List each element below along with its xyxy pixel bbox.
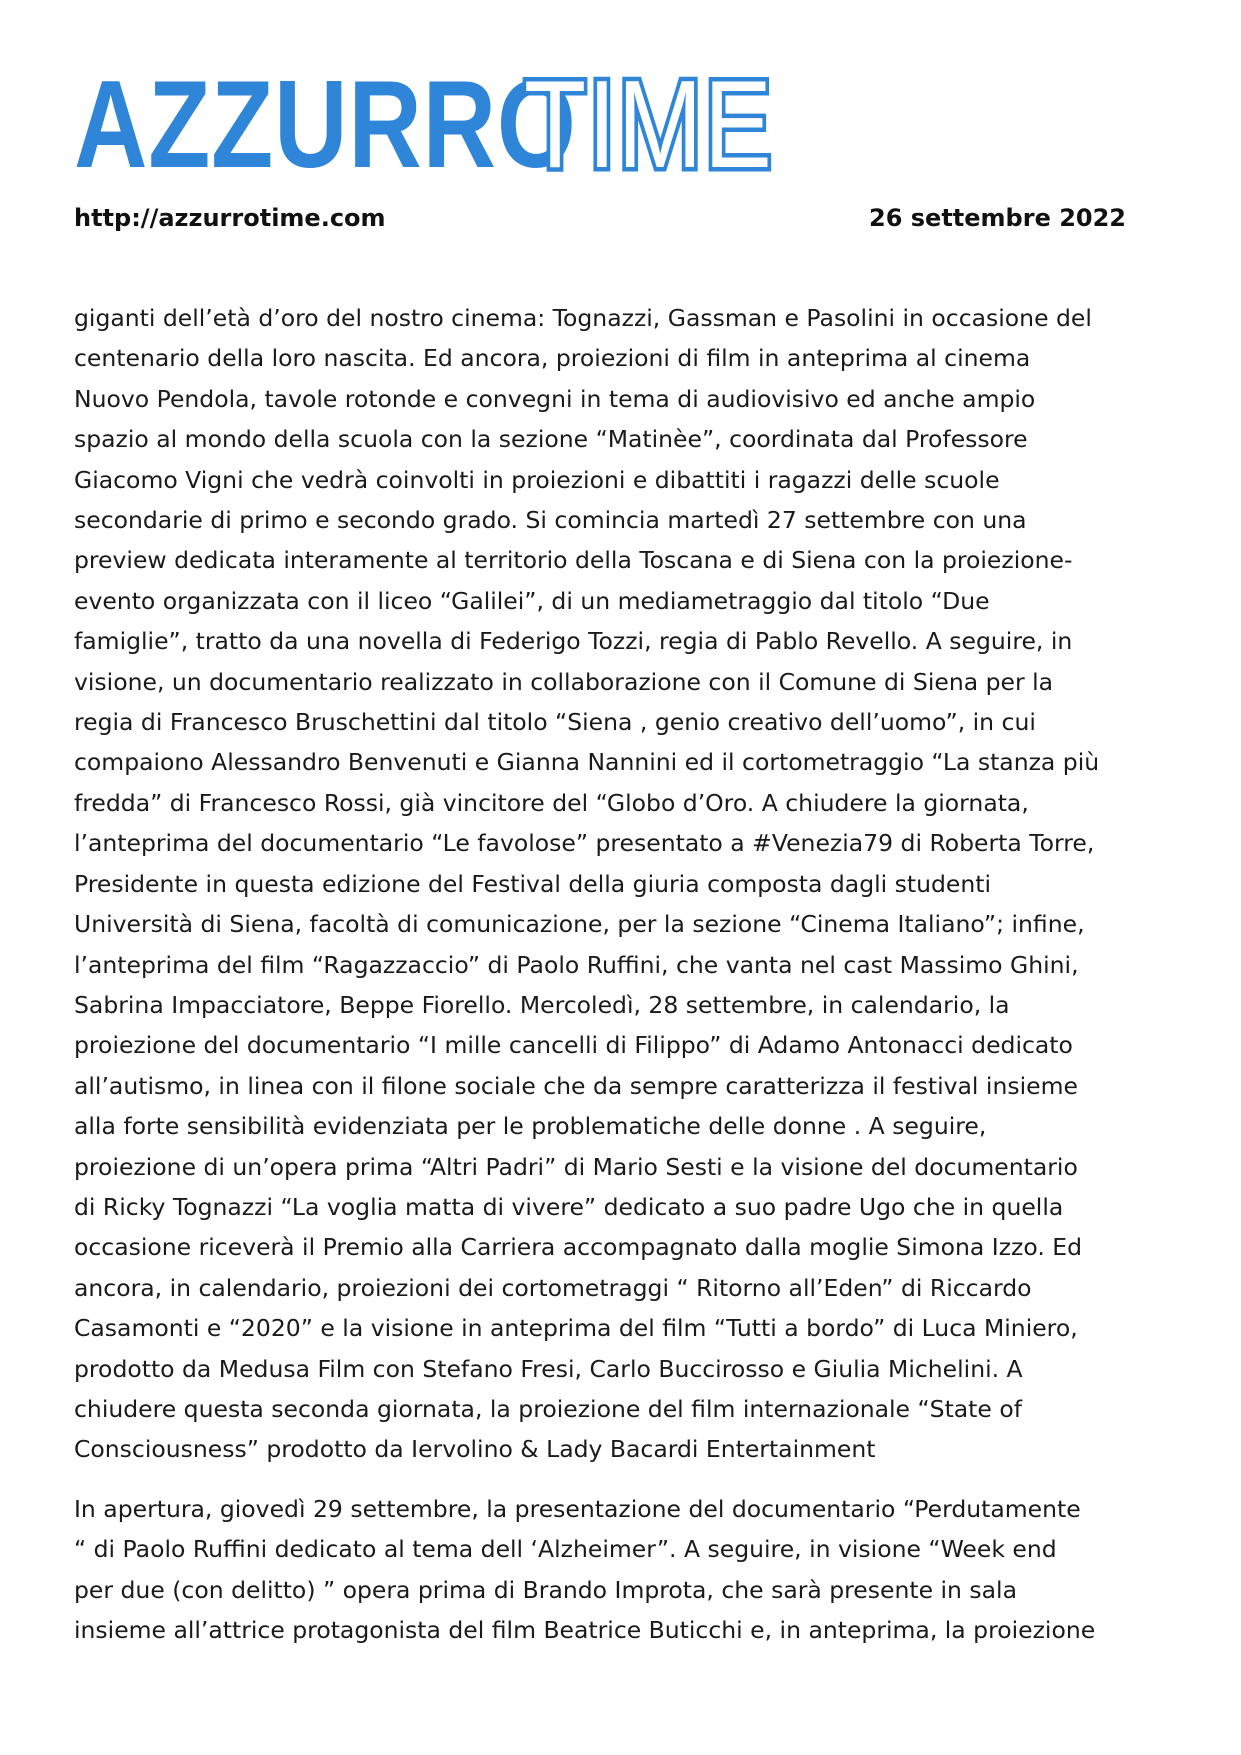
text-line: evento organizzata con il liceo “Galilei”, di un mediametraggio dal titolo “Due xyxy=(74,586,990,615)
text-line: Università di Siena, facoltà di comunicazione, per la sezione “Cinema Italiano”; infine, xyxy=(74,910,1085,939)
text-line: regia di Francesco Bruschettini dal titolo “Siena , genio creativo dell’uomo”, in cui xyxy=(74,708,1036,737)
text-line: proiezione di un’opera prima “Altri Padri” di Mario Sesti e la visione del documentario xyxy=(74,1152,1078,1181)
text-line: di Ricky Tognazzi “La voglia matta di vivere” dedicato a suo padre Ugo che in quella xyxy=(74,1192,1064,1221)
text-line: insieme all’attrice protagonista del film Beatrice Buticchi e, in anteprima, la proiezione xyxy=(74,1616,1096,1644)
text-line: In apertura, giovedì 29 settembre, la presentazione del documentario “Perdutamente xyxy=(74,1494,1081,1523)
text-line: Nuovo Pendola, tavole rotonde e convegni in tema di audiovisivo ed anche ampio xyxy=(74,384,1036,413)
text-line: compaiono Alessandro Benvenuti e Gianna Nannini ed il cortometraggio “La stanza più xyxy=(74,748,1100,777)
text-line: Giacomo Vigni che vedrà coinvolti in proiezioni e dibattiti i ragazzi delle scuole xyxy=(74,465,1000,494)
text-line: Consciousness” prodotto da Iervolino & Lady Bacardi Entertainment xyxy=(74,1435,876,1464)
text-line: giganti dell’età d’oro del nostro cinema: Tognazzi, Gassman e Pasolini in occasione del xyxy=(74,304,1092,332)
publication-date: 26 settembre 2022 xyxy=(869,204,1126,232)
article-paragraph-1 xyxy=(74,298,1164,1470)
text-line: proiezione del documentario “I mille cancelli di Filippo” di Adamo Antonacci dedicato xyxy=(74,1031,1073,1060)
text-line: occasione riceverà il Premio alla Carriera accompagnato dalla moglie Simona Izzo. Ed xyxy=(74,1233,1083,1262)
text-line: secondarie di primo e secondo grado. Si comincia martedì 27 settembre con una xyxy=(74,506,1027,535)
article-paragraph-2 xyxy=(74,1489,1164,1651)
logo-text-azzurro: AZZURRO xyxy=(74,56,577,194)
text-line: Presidente in questa edizione del Festival della giuria composta dagli studenti xyxy=(74,869,992,898)
text-line: all’autismo, in linea con il filone sociale che da sempre caratterizza il festival insieme xyxy=(74,1071,1078,1100)
source-url: http://azzurrotime.com xyxy=(74,204,386,232)
text-line: fredda” di Francesco Rossi, già vincitore del “Globo d’Oro. A chiudere la giornata, xyxy=(74,788,1029,817)
text-line: l’anteprima del documentario “Le favolose” presentato a #Venezia79 di Roberta Torre, xyxy=(74,829,1095,858)
text-line: famiglie”, tratto da una novella di Federigo Tozzi, regia di Pablo Revello. A seguire, in xyxy=(74,627,1073,656)
text-line: ancora, in calendario, proiezioni dei cortometraggi “ Ritorno all’Eden” di Riccardo xyxy=(74,1273,1032,1302)
text-line: Casamonti e “2020” e la visione in anteprima del film “Tutti a bordo” di Luca Miniero, xyxy=(74,1314,1078,1343)
article-body xyxy=(74,298,1164,1669)
text-line: prodotto da Medusa Film con Stefano Fresi, Carlo Buccirosso e Giulia Michelini. A xyxy=(74,1354,1023,1383)
text-line: spazio al mondo della scuola con la sezione “Matinèe”, coordinata dal Professore xyxy=(74,425,1028,454)
text-line: centenario della loro nascita. Ed ancora, proiezioni di film in anteprima al cinema xyxy=(74,344,1031,373)
text-line: l’anteprima del film “Ragazzaccio” di Paolo Ruffini, che vanta nel cast Massimo Ghini, xyxy=(74,950,1079,979)
text-line: Sabrina Impacciatore, Beppe Fiorello. Mercoledì, 28 settembre, in calendario, la xyxy=(74,990,1010,1019)
text-line: “ di Paolo Ruffini dedicato al tema dell ‘Alzheimer”. A seguire, in visione “Week end xyxy=(74,1535,1057,1564)
source-meta-row xyxy=(74,204,1126,236)
text-line: visione, un documentario realizzato in collaborazione con il Comune di Siena per la xyxy=(74,667,1054,696)
text-line: chiudere questa seconda giornata, la proiezione del film internazionale “State of xyxy=(74,1394,1022,1423)
text-line: per due (con delitto) ” opera prima di Brando Improta, che sarà presente in sala xyxy=(74,1575,1017,1604)
logo-text-time: TIME xyxy=(524,56,774,194)
azzurrotime-logo xyxy=(74,56,774,194)
text-line: preview dedicata interamente al territorio della Toscana e di Siena con la proiezione- xyxy=(74,546,1073,575)
text-line: alla forte sensibilità evidenziata per le problematiche delle donne . A seguire, xyxy=(74,1112,987,1141)
